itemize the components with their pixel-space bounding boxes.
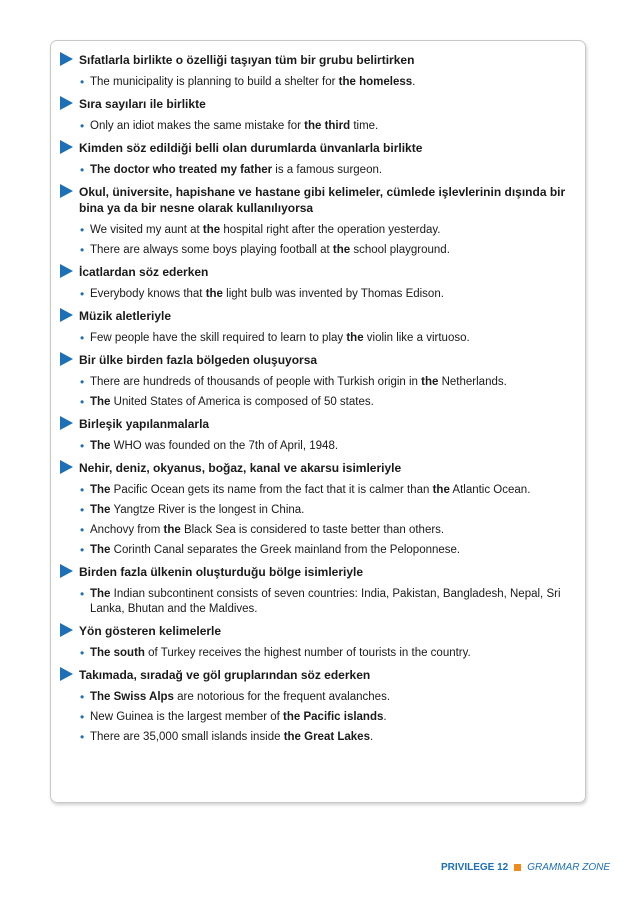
sentence-text: The municipality is planning to build a shelter for [90, 76, 339, 88]
example-sentence [80, 503, 573, 518]
bullet-dot-icon: • [80, 75, 85, 89]
rule-section [60, 184, 573, 258]
bullet-dot-icon: • [80, 710, 85, 724]
rule-heading-text: Sıfatlarla birlikte o özelliği taşıyan tüm bir grubu belirtirken [79, 53, 415, 67]
rule-section [60, 623, 573, 661]
example-sentence [80, 395, 573, 410]
rule-heading [60, 264, 573, 280]
rule-heading-text: Takımada, sıradağ ve göl gruplarından söz ederken [79, 668, 371, 682]
triangle-right-icon [60, 264, 73, 278]
rule-heading-text: Sıra sayıları ile birlikte [79, 97, 206, 111]
example-sentence [80, 119, 573, 134]
sentence-text: school playground. [350, 244, 450, 256]
bullet-dot-icon: • [80, 243, 85, 257]
sentence-text: hospital right after the operation yesterday. [220, 224, 441, 236]
highlighted-phrase: the homeless [338, 76, 413, 88]
sentence-text: Only an idiot makes the same mistake for [90, 120, 305, 132]
example-list [60, 483, 573, 558]
example-sentence [80, 223, 573, 238]
rule-heading [60, 623, 573, 639]
highlighted-phrase: the [432, 484, 450, 496]
sentence-text: United States of America is composed of 50 states. [110, 396, 374, 408]
rule-section [60, 564, 573, 617]
example-list [60, 646, 573, 661]
rule-section [60, 264, 573, 302]
bullet-dot-icon: • [80, 543, 85, 557]
bullet-dot-icon: • [80, 523, 85, 537]
highlighted-phrase: The [90, 396, 111, 408]
example-sentence [80, 523, 573, 538]
triangle-right-icon [60, 184, 73, 198]
rule-section [60, 416, 573, 454]
highlighted-phrase: the [205, 288, 223, 300]
example-sentence [80, 587, 573, 617]
sentence-text: . [369, 731, 374, 743]
sentence-text: Black Sea is considered to taste better than others. [180, 524, 445, 536]
example-sentence [80, 543, 573, 558]
bullet-dot-icon: • [80, 587, 85, 601]
sentence-text: . [412, 76, 416, 88]
highlighted-phrase: the [346, 332, 364, 344]
rule-section [60, 352, 573, 410]
triangle-right-icon [60, 416, 73, 430]
highlighted-phrase: the Great Lakes [283, 731, 370, 743]
bullet-dot-icon: • [80, 503, 85, 517]
triangle-right-icon [60, 352, 73, 366]
triangle-right-icon [60, 564, 73, 578]
bullet-dot-icon: • [80, 375, 85, 389]
highlighted-phrase: The doctor who treated my father [90, 164, 273, 176]
bullet-dot-icon: • [80, 163, 85, 177]
triangle-right-icon [60, 96, 73, 110]
rule-section [60, 96, 573, 134]
example-sentence [80, 690, 573, 705]
bullet-dot-icon: • [80, 331, 85, 345]
bullet-dot-icon: • [80, 690, 85, 704]
sentence-text: Everybody knows that [90, 288, 206, 300]
example-sentence [80, 710, 573, 725]
sentence-text: There are hundreds of thousands of people with Turkish origin in [90, 376, 422, 388]
sentence-text: . [383, 711, 387, 723]
example-sentence [80, 163, 573, 178]
example-list [60, 223, 573, 258]
sentence-text: is a famous surgeon. [272, 164, 383, 176]
example-sentence [80, 439, 573, 454]
highlighted-phrase: The [90, 440, 111, 452]
sentence-text: There are always some boys playing football at [90, 244, 333, 256]
sentence-text: New Guinea is the largest member of [90, 711, 284, 723]
example-list [60, 439, 573, 454]
sentence-text: WHO was founded on the 7th of April, 1948. [110, 440, 339, 452]
triangle-right-icon [60, 623, 73, 637]
bullet-dot-icon: • [80, 439, 85, 453]
example-sentence [80, 730, 573, 745]
sentence-text: of Turkey receives the highest number of tourists in the country. [144, 647, 471, 659]
example-sentence [80, 287, 573, 302]
triangle-right-icon [60, 52, 73, 66]
example-sentence [80, 243, 573, 258]
triangle-right-icon [60, 140, 73, 154]
highlighted-phrase: the [421, 376, 439, 388]
triangle-right-icon [60, 667, 73, 681]
example-list [60, 287, 573, 302]
rule-heading-text: İcatlardan söz ederken [79, 265, 209, 279]
rule-heading-text: Birden fazla ülkenin oluşturduğu bölge isimleriyle [79, 565, 364, 579]
example-list [60, 375, 573, 410]
bullet-dot-icon: • [80, 483, 85, 497]
sentence-text: Yangtze River is the longest in China. [110, 504, 305, 516]
triangle-right-icon [60, 460, 73, 474]
rule-heading [60, 564, 573, 580]
bullet-dot-icon: • [80, 223, 85, 237]
sentence-text: violin like a virtuoso. [363, 332, 470, 344]
rule-heading-text: Birleşik yapılanmalarla [79, 417, 210, 431]
footer-square-icon [514, 864, 521, 871]
bullet-dot-icon: • [80, 119, 85, 133]
sentence-text: time. [350, 120, 379, 132]
footer-brand: PRIVILEGE 12 [441, 862, 509, 873]
highlighted-phrase: The [90, 544, 111, 556]
triangle-right-icon [60, 308, 73, 322]
example-list [60, 163, 573, 178]
rule-heading [60, 460, 573, 476]
rule-section [60, 140, 573, 178]
bullet-dot-icon: • [80, 646, 85, 660]
highlighted-phrase: The south [90, 647, 145, 659]
rule-heading [60, 416, 573, 432]
sentence-text: Indian subcontinent consists of seven countries: India, Pakistan, Bangladesh, Nepal, Sri Lanka, Bhutan and the Maldives. [90, 588, 561, 615]
rule-heading [60, 667, 573, 683]
rule-heading-text: Bir ülke birden fazla bölgeden oluşuyorsa [79, 353, 318, 367]
rule-heading [60, 96, 573, 112]
highlighted-phrase: The Swiss Alps [90, 691, 174, 703]
highlighted-phrase: the third [304, 120, 351, 132]
sentence-text: Anchovy from [90, 524, 164, 536]
bullet-dot-icon: • [80, 730, 85, 744]
highlighted-phrase: the [163, 524, 181, 536]
example-list [60, 690, 573, 745]
highlighted-phrase: The [90, 484, 111, 496]
rule-heading [60, 308, 573, 324]
example-list [60, 119, 573, 134]
sentence-text: There are 35,000 small islands inside [90, 731, 284, 743]
rule-heading [60, 184, 573, 216]
example-list [60, 75, 573, 90]
example-list [60, 587, 573, 617]
example-list [60, 331, 573, 346]
example-sentence [80, 331, 573, 346]
rule-heading-text: Kimden söz edildiği belli olan durumlarda ünvanlarla birlikte [79, 141, 423, 155]
highlighted-phrase: The [90, 588, 111, 600]
bullet-dot-icon: • [80, 287, 85, 301]
rule-heading-text: Müzik aletleriyle [79, 309, 172, 323]
example-sentence [80, 483, 573, 498]
rule-heading [60, 52, 573, 68]
example-sentence [80, 75, 573, 90]
sentence-text: We visited my aunt at [90, 224, 203, 236]
highlighted-phrase: the [332, 244, 351, 256]
rule-heading [60, 352, 573, 368]
rule-heading-text: Yön gösteren kelimelerle [79, 624, 222, 638]
highlighted-phrase: the Pacific islands [283, 711, 384, 723]
rule-section [60, 52, 573, 90]
footer-section-name: GRAMMAR ZONE [527, 862, 611, 873]
rule-section [60, 460, 573, 558]
highlighted-phrase: The [90, 504, 111, 516]
rule-heading [60, 140, 573, 156]
rule-heading-text: Nehir, deniz, okyanus, boğaz, kanal ve akarsu isimleriyle [79, 461, 402, 475]
bullet-dot-icon: • [80, 395, 85, 409]
rule-heading-text: Okul, üniversite, hapishane ve hastane gibi kelimeler, cümlede işlevlerinin dışında bir bina ya da bir nesne olarak kullanılıyorsa [79, 185, 566, 215]
sentence-text: light bulb was invented by Thomas Edison. [222, 288, 444, 300]
sentence-text: are notorious for the frequent avalanches. [173, 691, 391, 703]
sentence-text: Pacific Ocean gets its name from the fact that it is calmer than [110, 484, 433, 496]
page-footer [441, 862, 610, 873]
sentence-text: Atlantic Ocean. [449, 484, 531, 496]
sentence-text: Few people have the skill required to learn to play [90, 332, 347, 344]
example-sentence [80, 646, 573, 661]
content-box [50, 40, 586, 803]
example-sentence [80, 375, 573, 390]
sentence-text: Netherlands. [438, 376, 507, 388]
rule-section [60, 667, 573, 745]
sentence-text: Corinth Canal separates the Greek mainland from the Peloponnese. [110, 544, 461, 556]
rule-section [60, 308, 573, 346]
highlighted-phrase: the [202, 224, 221, 236]
